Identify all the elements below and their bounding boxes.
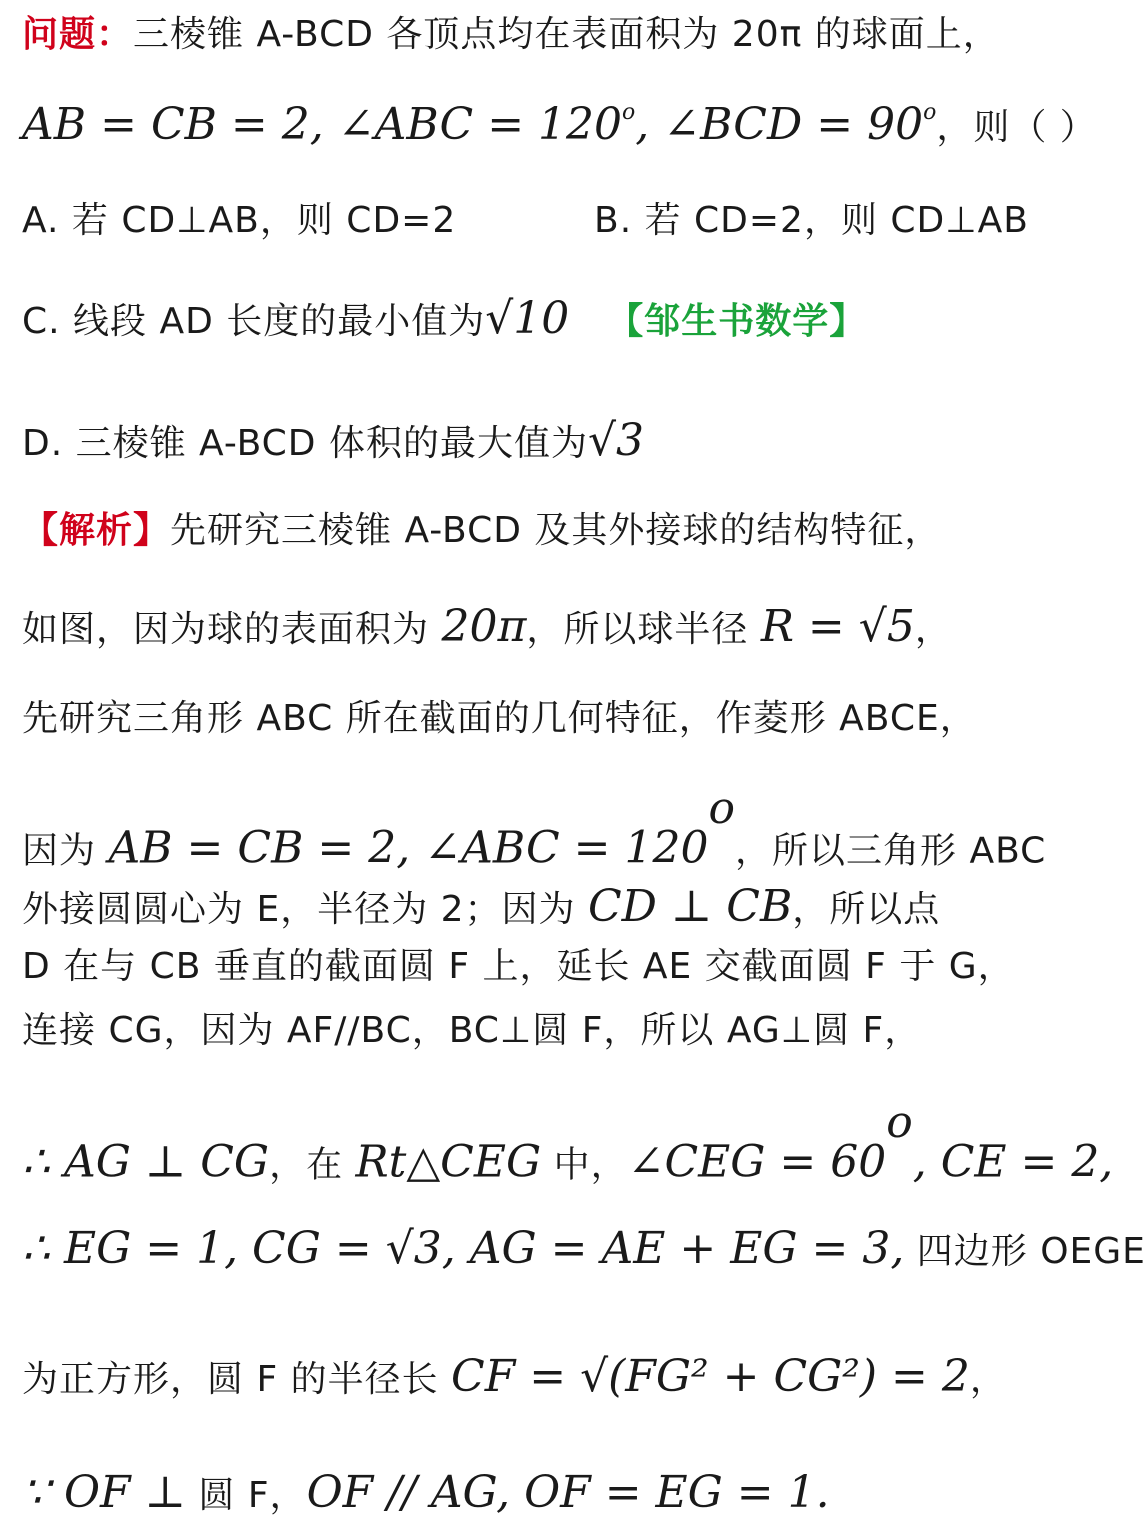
solution-line-10: 为正方形，圆 F 的半径长 CF = √(FG² + CG²) = 2， bbox=[22, 1351, 1007, 1402]
option-d-value: √3 bbox=[587, 415, 644, 466]
option-b: B. 若 CD=2，则 CD⊥AB bbox=[594, 200, 1029, 241]
solution-line-4: 因为 AB = CB = 2, ∠ABC = $120^o$，所以三角形 ABC bbox=[22, 783, 1047, 874]
option-c: C. 线段 AD 长度的最小值为√10 【邹生书数学】 bbox=[22, 293, 867, 344]
solution-line-6: D 在与 CB 垂直的截面圆 F 上，延长 AE 交截面圆 F 于 G， bbox=[22, 946, 1015, 987]
solution-line-8: ∴ AG ⊥ CG，在 Rt△CEG 中，∠CEG = $60^o$, CE = 2, bbox=[22, 1097, 1114, 1188]
option-a: A. 若 CD⊥AB，则 CD=2 bbox=[22, 200, 457, 241]
brand-tag: 【邹生书数学】 bbox=[607, 301, 867, 342]
solution-line-11: ∵ OF ⊥ 圆 F，OF // AG, OF = EG = 1. bbox=[22, 1467, 830, 1518]
given-conditions: AB = CB = 2, ∠ABC = $120^o$, ∠BCD = $90^o$ bbox=[22, 99, 937, 150]
solution-line-5: 外接圆圆心为 E，半径为 2；因为 CD ⊥ CB，所以点 bbox=[22, 881, 941, 932]
option-d: D. 三棱锥 A-BCD 体积的最大值为√3 bbox=[22, 415, 644, 466]
option-c-value: √10 bbox=[485, 293, 570, 344]
problem-line-1 bbox=[22, 14, 1000, 55]
solution-line-3: 先研究三角形 ABC 所在截面的几何特征，作菱形 ABCE， bbox=[22, 698, 977, 739]
solution-line-9: ∴ EG = 1, CG = √3, AG = AE + EG = 3, 四边形 OEGE bbox=[22, 1223, 1146, 1274]
solution-line-2: 如图，因为球的表面积为 20π，所以球半径 R = √5， bbox=[22, 601, 952, 652]
solution-label: 【解析】 bbox=[22, 510, 171, 551]
question-blank: ，则（ ） bbox=[936, 107, 1097, 148]
solution-line-7: 连接 CG，因为 AF//BC，BC⊥圆 F，所以 AG⊥圆 F， bbox=[22, 1010, 922, 1051]
solution-line-1: 【解析】先研究三棱锥 A-BCD 及其外接球的结构特征， bbox=[22, 510, 942, 551]
problem-label: 问题： bbox=[22, 14, 134, 55]
problem-stem: 三棱锥 A-BCD 各顶点均在表面积为 20π 的球面上， bbox=[133, 14, 1000, 55]
problem-line-2 bbox=[22, 100, 1097, 151]
